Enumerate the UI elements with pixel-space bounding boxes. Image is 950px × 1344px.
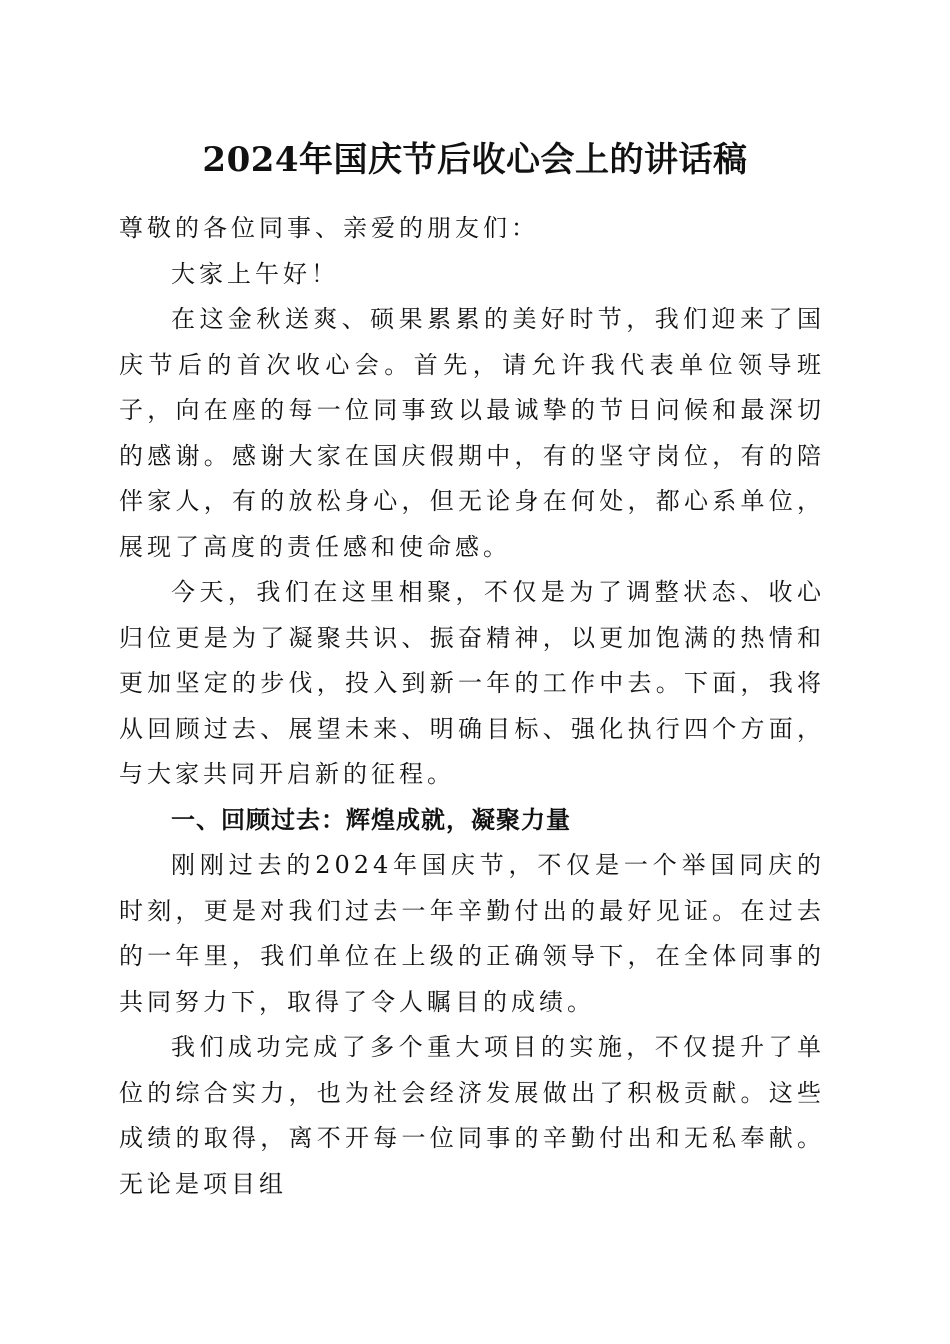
document-title: 2024年国庆节后收心会上的讲话稿 <box>202 140 748 180</box>
document-body <box>119 206 825 1207</box>
paragraph: 我们成功完成了多个重大项目的实施，不仅提升了单位的综合实力，也为社会经济发展做出了积极贡献。这些成绩的取得，离不开每一位同事的辛勤付出和无私奉献。无论是项目组 <box>119 1033 825 1198</box>
paragraph: 刚刚过去的2024年国庆节，不仅是一个举国同庆的时刻，更是对我们过去一年辛勤付出的最好见证。在过去的一年里，我们单位在上级的正确领导下，在全体同事的共同努力下，取得了令人瞩目的成绩。 <box>119 851 825 1016</box>
salutation: 尊敬的各位同事、亲爱的朋友们： <box>119 214 539 242</box>
section-heading: 一、回顾过去：辉煌成就，凝聚力量 <box>171 805 571 834</box>
greeting: 大家上午好！ <box>171 259 339 288</box>
paragraph: 在这金秋送爽、硕果累累的美好时节，我们迎来了国庆节后的首次收心会。首先，请允许我代表单位领导班子，向在座的每一位同事致以最诚挚的节日问候和最深切的感谢。感谢大家在国庆假期中，有的坚守岗位，有的陪伴家人，有的放松身心，但无论身在何处，都心系单位，展现了高度的责任感和使命感。 <box>119 305 825 561</box>
paragraph: 今天，我们在这里相聚，不仅是为了调整状态、收心归位更是为了凝聚共识、振奋精神，以更加饱满的热情和更加坚定的步伐，投入到新一年的工作中去。下面，我将从回顾过去、展望未来、明确目标、强化执行四个方面，与大家共同开启新的征程。 <box>119 578 825 788</box>
